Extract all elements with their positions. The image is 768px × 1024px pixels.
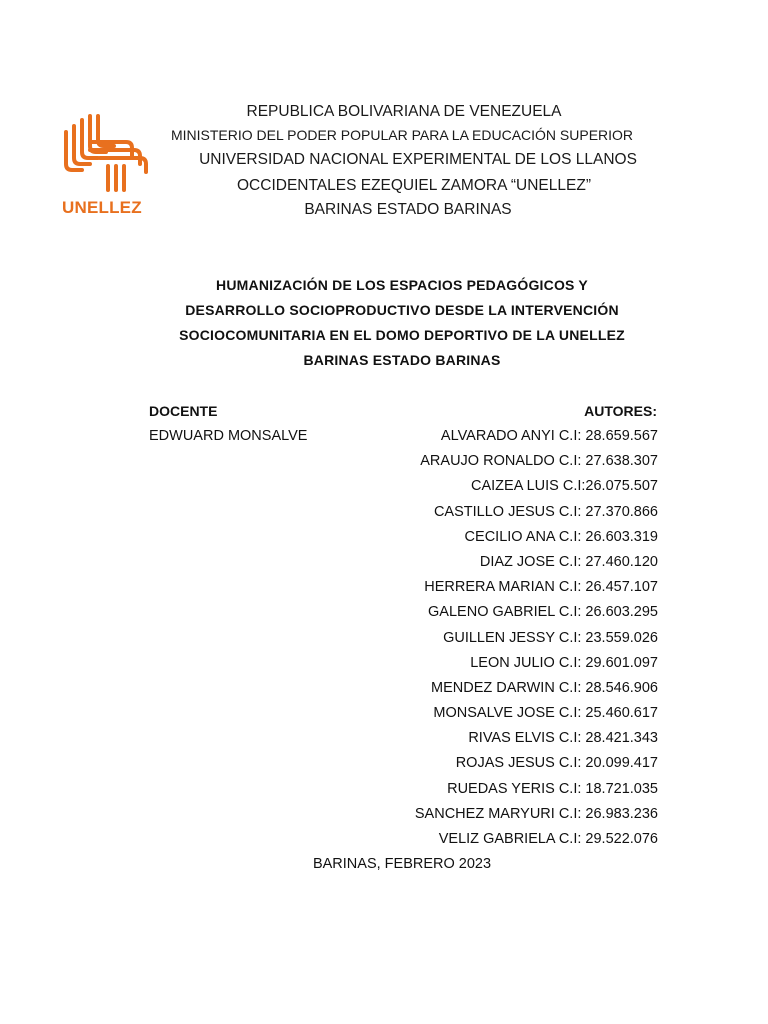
header-republic: REPUBLICA BOLIVARIANA DE VENEZUELA [246, 103, 562, 120]
author-entry: MONSALVE JOSE C.I: 25.460.617 [433, 705, 658, 722]
header-university-line2: OCCIDENTALES EZEQUIEL ZAMORA “UNELLEZ” [237, 177, 591, 194]
author-entry: ARAUJO RONALDO C.I: 27.638.307 [420, 453, 658, 470]
author-entry: ALVARADO ANYI C.I: 28.659.567 [440, 428, 658, 444]
document-title-line-3: SOCIOCOMUNITARIA EN EL DOMO DEPORTIVO DE LA UNELLEZ [179, 327, 625, 343]
document-title-line-2: DESARROLLO SOCIOPRODUCTIVO DESDE LA INTERVENCIÓN [185, 302, 619, 318]
document-title-line-1: HUMANIZACIÓN DE LOS ESPACIOS PEDAGÓGICOS Y [216, 277, 588, 293]
place-and-date: BARINAS, FEBRERO 2023 [312, 856, 492, 872]
header-university-line1: UNIVERSIDAD NACIONAL EXPERIMENTAL DE LOS LLANOS [199, 151, 637, 168]
document-title-line-4: BARINAS ESTADO BARINAS [303, 352, 501, 368]
author-entry: GALENO GABRIEL C.I: 26.603.295 [428, 604, 658, 621]
author-entry: RIVAS ELVIS C.I: 28.421.343 [468, 730, 658, 747]
author-entry: RUEDAS YERIS C.I: 18.721.035 [447, 780, 658, 797]
autores-label: AUTORES: [584, 403, 657, 419]
author-entry: LEON JULIO C.I: 29.601.097 [470, 654, 658, 671]
header-ministry: MINISTERIO DEL PODER POPULAR PARA LA EDUCACIÓN SUPERIOR [170, 127, 634, 143]
author-entry: SANCHEZ MARYURI C.I: 26.983.236 [414, 805, 658, 822]
docente-label: DOCENTE [149, 403, 218, 419]
author-entry: DIAZ JOSE C.I: 27.460.120 [479, 553, 658, 570]
author-entry: CAIZEA LUIS C.I:26.075.507 [471, 478, 658, 495]
author-entry: HERRERA MARIAN C.I: 26.457.107 [424, 579, 658, 596]
author-entry: CASTILLO JESUS C.I: 27.370.866 [433, 503, 658, 520]
author-entry: ROJAS JESUS C.I: 20.099.417 [455, 755, 658, 772]
header-location: BARINAS ESTADO BARINAS [304, 201, 512, 218]
docente-name: EDWUARD MONSALVE [149, 428, 308, 444]
author-entry: CECILIO ANA C.I: 26.603.319 [464, 528, 658, 545]
author-entry: GUILLEN JESSY C.I: 23.559.026 [443, 629, 658, 646]
unellez-wordmark: UNELLEZ [62, 198, 142, 217]
author-entry: VELIZ GABRIELA C.I: 29.522.076 [438, 831, 658, 847]
author-entry: MENDEZ DARWIN C.I: 28.546.906 [431, 679, 658, 696]
authors-list [298, 426, 658, 854]
